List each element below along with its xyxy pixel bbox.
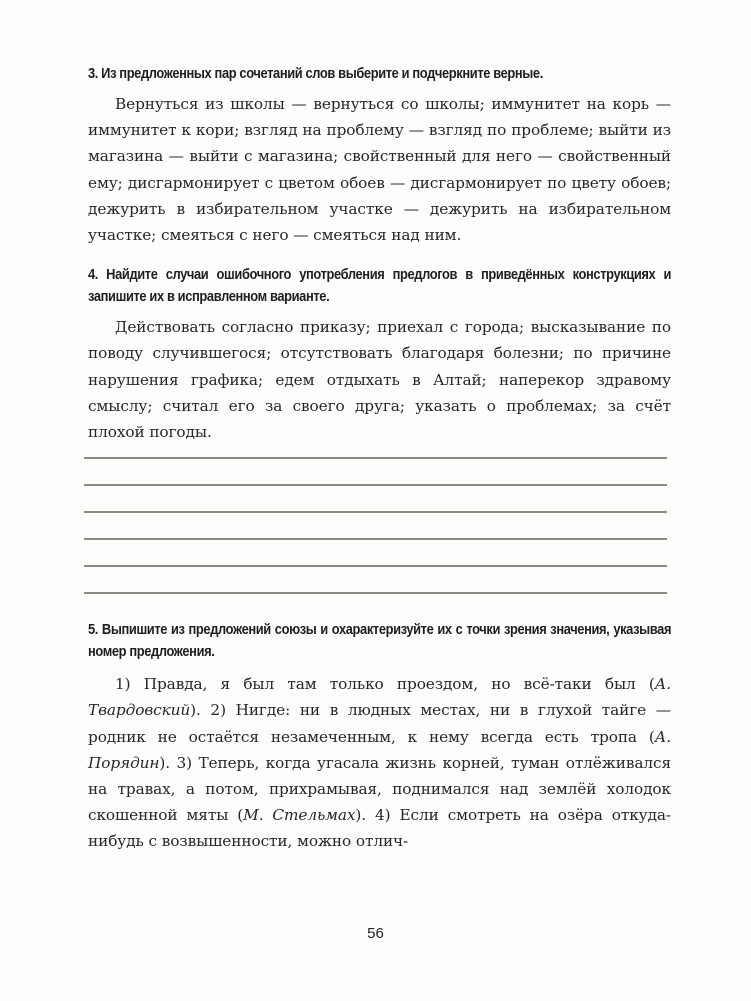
- answer-line-4[interactable]: [84, 538, 667, 540]
- task-3-heading: 3. Из предложенных пар сочетаний слов выберите и подчеркните верные.: [88, 65, 543, 82]
- author-attribution: А. Твардовский: [88, 675, 671, 720]
- answer-line-1[interactable]: [84, 457, 667, 459]
- page-number: 56: [367, 925, 384, 942]
- answer-line-3[interactable]: [84, 511, 667, 513]
- sentence-text: ). 4) Если смотреть на озёра откуда-нибудь с возвышенности, можно отлич-: [88, 806, 671, 851]
- task-5-heading: 5. Выпишите из предложений союзы и охарактеризуйте их с точки зрения значения, указывая номер предложения.: [88, 621, 672, 661]
- sentence-text: ). 2) Нигде: ни в людных местах, ни в глухой тайге — родник не остаётся незамеченным, к нему всегда есть тропа (: [88, 701, 671, 746]
- author-attribution: А. Порядин: [88, 727, 671, 772]
- sentence-text: 1) Правда, я был там только проездом, но всё-таки был (: [115, 675, 655, 694]
- author-attribution: М. Стельмах: [243, 806, 356, 825]
- answer-lines: [88, 457, 671, 594]
- sentence-text: ). 3) Теперь, когда угасала жизнь корней, туман отлёживался на травах, а потом, прихрамывая, поднимался над землёй холодок скошенной мяты (: [88, 753, 671, 825]
- textbook-page: [88, 63, 671, 855]
- answer-line-5[interactable]: [84, 565, 667, 567]
- task-4-body: Действовать согласно приказу; приехал с города; высказывание по поводу случившегося; отсутствовать благодаря болезни; по причине нарушения графика; едем отдыхать в Алтай; наперекор здравому смыслу; считал его за своего друга; указать о проблемах; за счёт плохой погоды.: [88, 318, 671, 442]
- answer-line-6[interactable]: [84, 592, 667, 594]
- task-4-heading: 4. Найдите случаи ошибочного употребления предлогов в приведённых конструкциях и запишите их в исправленном варианте.: [88, 266, 672, 306]
- task-5-body: [88, 671, 671, 854]
- task-3-body: Вернуться из школы — вернуться со школы; иммунитет на корь — иммунитет к кори; взгляд на проблему — взгляд по проблеме; выйти из магазина — выйти с магазина; свойственный для него — свойственный ему; дисгармонирует с цветом обоев — дисгармонирует по цвету обоев; дежурить в избирательном участке — дежурить на избирательном участке; смеяться с него — смеяться над ним.: [88, 95, 671, 245]
- answer-line-2[interactable]: [84, 484, 667, 486]
